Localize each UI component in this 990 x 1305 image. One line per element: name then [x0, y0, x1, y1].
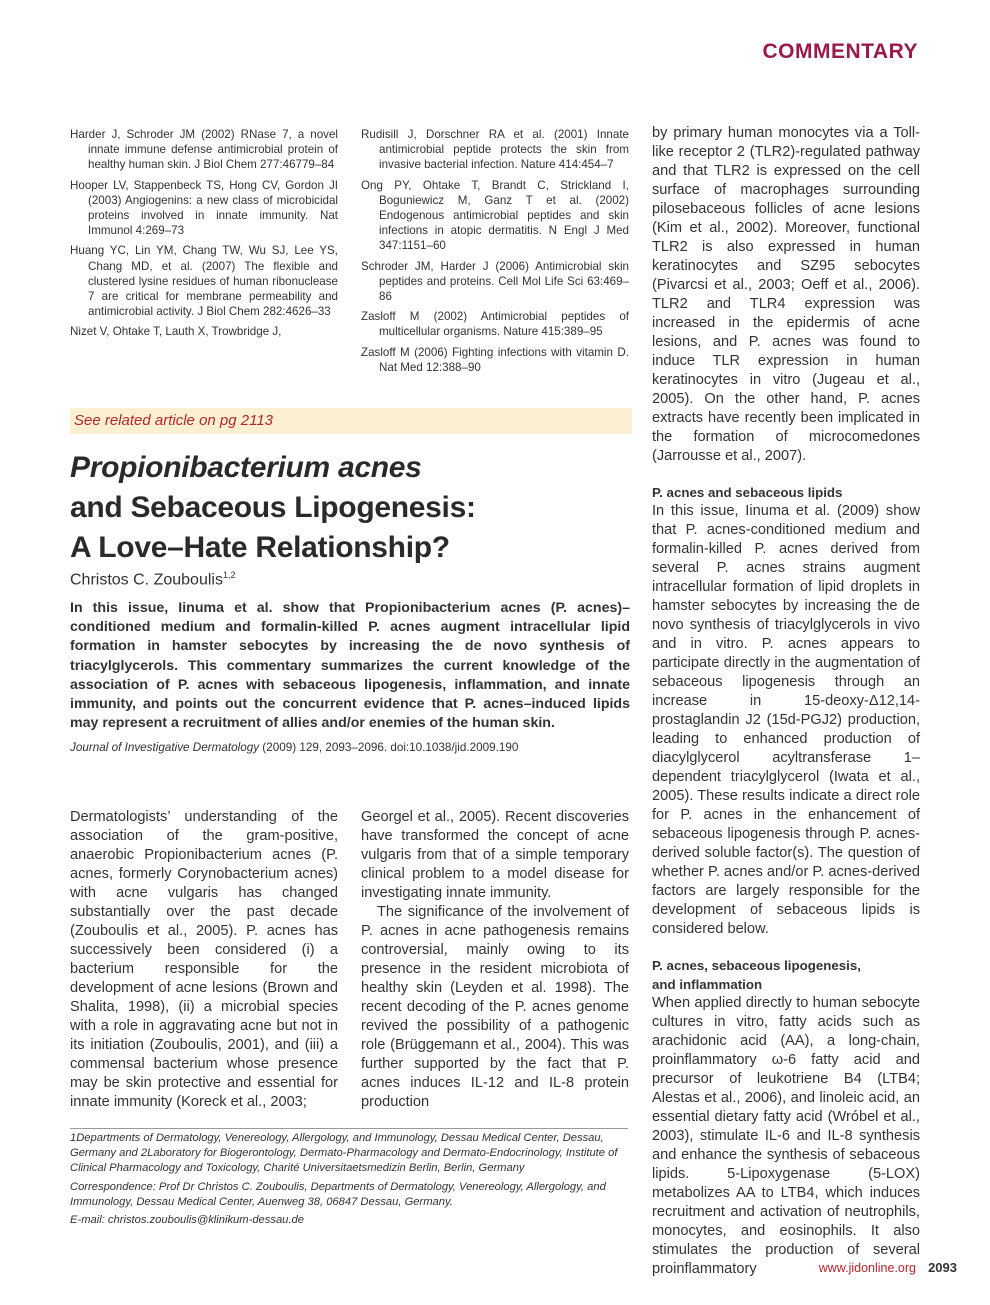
- citation: [70, 741, 640, 754]
- body-paragraph: Georgel et al., 2005). Recent discoveries have transformed the concept of acne vulgaris from that of a simple temporary clinical problem to a model disease for investigating innate immunity.: [361, 809, 629, 901]
- body-column-1: [70, 808, 338, 1112]
- author-line: [70, 570, 235, 589]
- footer-url[interactable]: www.jidonline.org: [818, 1261, 916, 1275]
- body-column-3: [652, 124, 920, 1279]
- body-paragraph: The significance of the involvement of P. acnes in acne pathogenesis remains controversial, mainly owing to its presence in the resident microbiota of healthy skin (Leyden et al. 1998). The recent decoding of the P. acnes genome revived the possibility of a pathogenic role (Brüggemann et al., 2004). This was further supported by the fact that P. acnes induces IL-12 and IL-8 protein production: [361, 904, 629, 1110]
- reference-item: Schroder JM, Harder J (2006) Antimicrobial skin peptides and proteins. Cell Mol Life Sci 63:469–86: [361, 259, 629, 304]
- author-name: Christos C. Zouboulis: [70, 571, 223, 589]
- body-paragraph: In this issue, Iinuma et al. (2009) show that P. acnes-conditioned medium and formalin-killed P. acnes derived from several P. acnes strains augment intracellular formation of lipid droplets in hamster sebocytes by increasing the de novo synthesis of triacylglycerols in vivo and in vitro. P. acnes appears to participate directly in the augmentation of sebaceous lipogenesis through an increase in 15-deoxy-Δ12,14-prostaglandin J2 (15d-PGJ2) production, leading to enhanced production of diacylglycerol acyltransferase 1–dependent triacylglycerol (Iwata et al., 2005). These results indicate a direct role for P. acnes in the enhancement of sebaceous lipogenesis through P. acnes-derived soluble factor(s). The question of whether P. acnes and/or P. acnes-derived factors are largely responsible for the development of sebaceous lipids is considered below.: [652, 503, 920, 937]
- references-column-1: [70, 127, 338, 345]
- reference-item: Nizet V, Ohtake T, Lauth X, Trowbridge J,: [70, 325, 282, 339]
- section-heading-line: and inflammation: [652, 977, 763, 992]
- section-label: COMMENTARY: [762, 40, 918, 63]
- section-heading-line: P. acnes, sebaceous lipogenesis,: [652, 958, 861, 973]
- affiliation-footnote: 1Departments of Dermatology, Venereology, Allergology, and Immunology, Dessau Medical Center, Dessau, Germany and 2Laboratory for Biogerontology, Dermato-Pharmacology and Dermato-Endocrinology, Institute of Clinical Pharmacology and Toxicology, Charité Universitaetsmedizin Berlin, Berlin, Germany: [70, 1132, 618, 1175]
- related-article-banner[interactable]: [70, 408, 632, 434]
- reference-item: Ong PY, Ohtake T, Brandt C, Strickland I, Boguniewicz M, Ganz T et al. (2002) Endogenous antimicrobial peptides and skin infections in atopic dermatitis. N Engl J Med 347:1151–60: [361, 178, 629, 253]
- abstract: In this issue, Iinuma et al. show that Propionibacterium acnes (P. acnes)–conditioned medium and formalin-killed P. acnes augment intracellular lipid formation in hamster sebocytes by increasing the de novo synthesis of triacylglycerols. This commentary summarizes the current knowledge of the association of P. acnes with sebaceous lipogenesis, inflammation, and innate immunity, and points out the concurrent evidence that P. acnes–induced lipids may represent a recruitment of allies and/or enemies of the human skin.: [70, 600, 630, 732]
- reference-item: Rudisill J, Dorschner RA et al. (2001) Innate antimicrobial peptide protects the skin from invasive bacterial infection. Nature 414:454–7: [361, 128, 629, 172]
- section-heading: [652, 956, 920, 994]
- body-paragraph: by primary human monocytes via a Toll-like receptor 2 (TLR2)-regulated pathway and that TLR2 is expressed on the cell surface of macrophages surrounding pilosebaceous follicles of acne lesions (Kim et al., 2002). Moreover, functional TLR2 is also expressed in human keratinocytes and SZ95 sebocytes (Pivarcsi et al., 2003; Oeff et al., 2006). TLR2 and TLR4 expression was increased in the epidermis of acne lesions, and P. acnes was found to induce TLR expression in human keratinocytes in vitro (Jugeau et al., 2005). On the other hand, P. acnes extracts have recently been implicated in the formation of microcomedones (Jarrousse et al., 2007).: [652, 125, 920, 464]
- body-paragraph: When applied directly to human sebocyte cultures in vitro, fatty acids such as arachidonic acid (AA), a long-chain, proinflammatory ω-6 fatty acid and precursor of leukotriene B4 (LTB4; Alestas et al., 2006), and linoleic acid, an essential dietary fatty acid (Wróbel et al., 2003), stimulate IL-6 and IL-8 synthesis and enhance the synthesis of sebaceous lipids. 5-Lipoxygenase (5-LOX) metabolizes AA to LTB4, which induces recruitment and activation of neutrophils, monocytes, and eosinophils. It also stimulates the production of several proinflammatory: [652, 995, 920, 1277]
- footnotes: [70, 1131, 635, 1231]
- correspondence-footnote: Correspondence: Prof Dr Christos C. Zouboulis, Departments of Dermatology, Venereology, Allergology, and Immunology, Dessau Medical Center, Auenweg 38, 06847 Dessau, Germany.: [70, 1180, 606, 1208]
- body-column-2: [361, 808, 629, 1112]
- page-number: 2093: [928, 1260, 957, 1275]
- citation-journal: Journal of Investigative Dermatology: [70, 741, 260, 754]
- title-line-3: A Love–Hate Relationship?: [70, 531, 450, 564]
- references-column-2: [361, 127, 629, 380]
- body-paragraph: Dermatologists’ understanding of the association of the gram-positive, anaerobic Propionibacterium acnes (P. acnes, formerly Corynobacterium acnes) with acne vulgaris has changed substantially over the past decade (Zouboulis et al., 2005). P. acnes has successively been considered (i) a bacterium responsible for the development of acne lesions (Brown and Shalita, 1998), (ii) a microbial species with a role in aggravating acne but not in its initiation (Zouboulis, 2001), and (iii) a commensal bacterium whose presence may be skin protective and essential for innate immunity (Koreck et al., 2003;: [70, 809, 338, 1110]
- citation-details: (2009) 129, 2093–2096. doi:10.1038/jid.2009.190: [262, 741, 519, 754]
- title-line-1: Propionibacterium acnes: [70, 451, 422, 484]
- title-line-2: and Sebaceous Lipogenesis:: [70, 491, 476, 524]
- related-article-link[interactable]: See related article on pg 2113: [74, 412, 274, 429]
- reference-item: Zasloff M (2002) Antimicrobial peptides of multicellular organisms. Nature 415:389–95: [361, 310, 629, 339]
- email-footnote[interactable]: E-mail: christos.zouboulis@klinikum-dessau.de: [70, 1214, 304, 1227]
- reference-item: Huang YC, Lin YM, Chang TW, Wu SJ, Lee YS, Chang MD, et al. (2007) The flexible and clustered lysine residues of human ribonuclease 7 are critical for membrane permeability and antimicrobial activity. J Biol Chem 282:4626–33: [70, 244, 338, 319]
- author-affiliation-marks: 1,2: [222, 570, 236, 580]
- article-title: [70, 448, 640, 568]
- footnote-divider: [70, 1128, 628, 1129]
- section-heading: P. acnes and sebaceous lipids: [652, 485, 843, 500]
- reference-item: Zasloff M (2006) Fighting infections with vitamin D. Nat Med 12:388–90: [361, 345, 629, 374]
- reference-item: Harder J, Schroder JM (2002) RNase 7, a novel innate immune defense antimicrobial protein of healthy human skin. J Biol Chem 277:46779–84: [70, 128, 338, 172]
- reference-item: Hooper LV, Stappenbeck TS, Hong CV, Gordon JI (2003) Angiogenins: a new class of microbicidal proteins involved in innate immunity. Nat Immunol 4:269–73: [70, 178, 338, 238]
